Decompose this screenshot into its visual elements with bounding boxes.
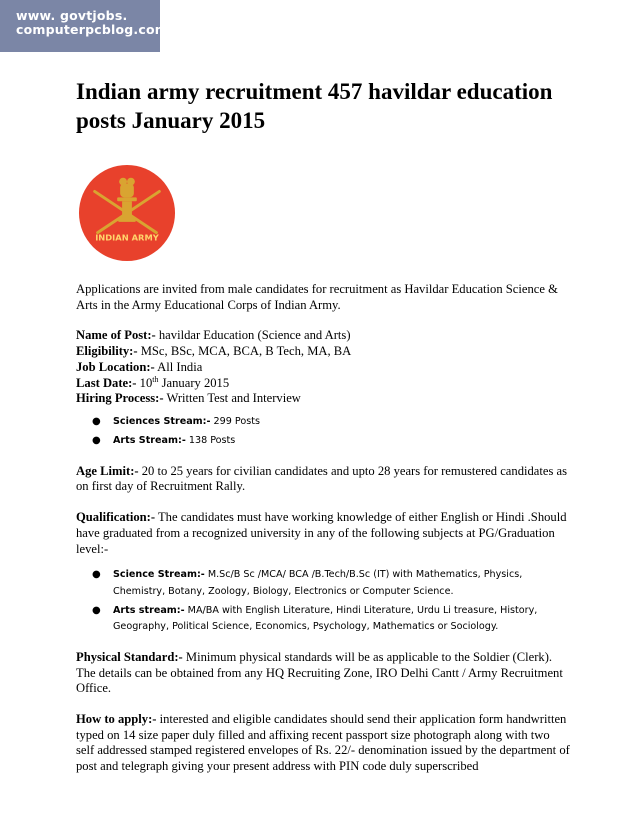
list-item [76,567,570,600]
age-limit-value: 20 to 25 years for civilian candidates and upto 28 years for remustered candidates as on first day of Recruitment Rally. [76,463,567,494]
physical-standard-label: Physical Standard:- [76,649,183,664]
age-limit-label: Age Limit:- [76,463,139,478]
post-name-value: havildar Education (Science and Arts) [155,328,351,343]
last-date-day: 10 [136,375,153,390]
job-location-label: Job Location:- [76,359,155,374]
stream-posts-list [76,414,570,450]
subject-stream-label: Arts stream:- [113,605,185,617]
subjects-list [76,567,570,636]
qualification-value: The candidates must have working knowledge of either English or Hindi .Should have graduated from a recognized university in any of the following subjects at PG/Graduation level:- [76,510,567,556]
watermark-line-1: www. govtjobs. [16,8,128,23]
eligibility-label: Eligibility:- [76,344,138,359]
physical-standard-value: Minimum physical standards will be as applicable to the Soldier (Clerk). The details can be obtained from any HQ Recruiting Zone, IRO Delhi Cantt / Army Recruitment Office. [76,649,563,696]
last-date-month-year: January 2015 [158,375,230,390]
last-date-line [76,376,570,392]
bullet-icon: ● [92,415,101,427]
bullet-icon: ● [92,569,101,581]
article-body [76,282,570,790]
stream-value: 299 Posts [210,415,260,427]
eligibility-value: MSc, BSc, MCA, BCA, B Tech, MA, BA [137,344,352,359]
logo-text: INDIAN ARMY [95,232,159,243]
how-to-apply-label: How to apply:- [76,711,157,726]
qualification-label: Qualification:- [76,510,156,525]
list-item [76,414,570,430]
bullet-icon: ● [92,435,101,447]
subject-stream-value: MA/BA with English Literature, Hindi Literature, Urdu Li treasure, History, Geography, Political Science, Economics, Psychology, Mathematics or Sociology. [113,605,538,633]
physical-standard-paragraph [76,650,570,697]
how-to-apply-value: interested and eligible candidates should send their application form handwritten typed on 14 size paper duly filled and affixing recent passport size photograph along with two self addressed stamped registered envelopes of Rs. 22/- denomination issued by the department of post and telegraph giving your present address with PIN code duly superscribed [76,711,570,774]
post-name-label: Name of Post:- [76,328,156,343]
job-location-line [76,360,570,376]
post-name-line [76,328,570,344]
list-item [76,433,570,449]
last-date-suffix: th [152,374,159,384]
stream-value: 138 Posts [185,435,236,447]
watermark-line-2: computerpcblog.com [16,22,168,37]
how-to-apply-paragraph [76,712,570,775]
hiring-process-line [76,391,570,407]
subject-stream-value: M.Sc/B Sc /MCA/ BCA /B.Tech/B.Sc (IT) with Mathematics, Physics, Chemistry, Botany, Zoology, Biology, Electronics or Computer Science. [113,569,523,597]
list-item [76,603,570,636]
qualification-paragraph [76,510,570,557]
stream-label: Sciences Stream:- [113,415,211,427]
last-date-label: Last Date:- [76,375,137,390]
intro-paragraph: Applications are invited from male candidates for recruitment as Havildar Education Science & Arts in the Army Educational Corps of Indian Army. [76,282,558,312]
stream-label: Arts Stream:- [113,435,186,447]
indian-army-logo [78,164,176,262]
eligibility-line [76,344,570,360]
subject-stream-label: Science Stream:- [113,569,205,581]
age-limit-paragraph [76,464,570,495]
hiring-process-value: Written Test and Interview [163,391,301,406]
page-title: Indian army recruitment 457 havildar education posts January 2015 [76,79,553,133]
job-location-value: All India [154,359,203,374]
hiring-process-label: Hiring Process:- [76,391,164,406]
bullet-icon: ● [92,605,101,617]
website-watermark [0,0,168,52]
